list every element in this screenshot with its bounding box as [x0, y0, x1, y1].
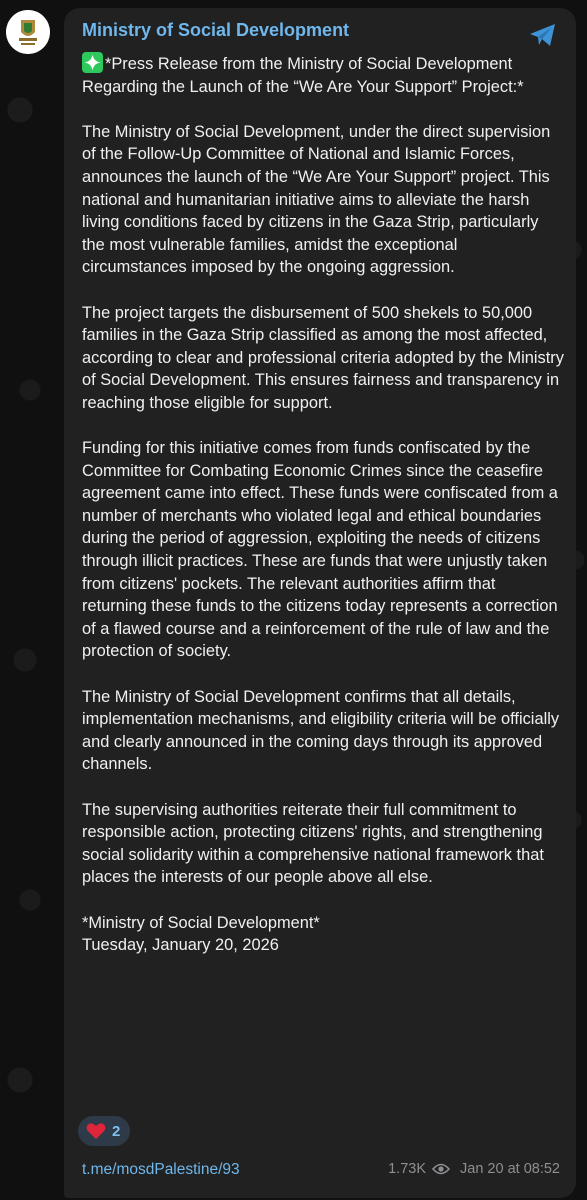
message-signature: *Ministry of Social Development* — [82, 913, 320, 932]
share-button[interactable] — [528, 22, 558, 48]
message-paragraph-1: The Ministry of Social Development, under the direct supervision of the Follow-Up Committee of National and Islamic Forces, announces the launch of the “We Are Your Support” project. This national and humanitarian initiative aims to alleviate the harsh living conditions faced by citizens in the Gaza Strip, particularly the most vulnerable families, amidst the exceptional circumstances imposed by the ongoing aggression. — [82, 122, 551, 277]
message-paragraph-2: The project targets the disbursement of 500 shekels to 50,000 families in the Gaza Strip classified as among the most affected, according to clear and professional criteria adopted by the Ministry of Social Development. This ensures fairness and transparency in reaching those eligible for support. — [82, 303, 564, 412]
sparkle-emoji-icon — [82, 52, 103, 73]
heading-text: *Press Release from the Ministry of Social Development Regarding the Launch of the “We Are Your Support” Project:* — [82, 55, 524, 96]
reaction-heart-button[interactable] — [78, 1116, 130, 1146]
message-meta — [388, 1161, 560, 1177]
message-bubble — [64, 8, 576, 1198]
reaction-count: 2 — [112, 1122, 121, 1140]
post-link[interactable]: t.me/mosdPalestine/93 — [82, 1161, 240, 1178]
message-paragraph-3: Funding for this initiative comes from funds confiscated by the Committee for Combating Economic Crimes since the ceasefire agreement came into effect. These funds were confiscated from a number of merchants who violated legal and ethical boundaries during the period of aggression, exploiting the needs of citizens through illicit practices. These are funds that were unjustly taken from citizens' pockets. The relevant authorities affirm that returning these funds to the citizens today represents a correction of a flawed course and a reinforcement of the rule of law and the protection of society. — [82, 439, 558, 661]
red-heart-icon — [86, 1122, 106, 1140]
ministry-logo-icon — [6, 10, 50, 54]
view-count: 1.73K — [388, 1161, 427, 1177]
telegram-share-icon — [528, 22, 558, 48]
message-date: Tuesday, January 20, 2026 — [82, 936, 279, 955]
eye-icon — [432, 1163, 450, 1175]
message-timestamp: Jan 20 at 08:52 — [460, 1161, 560, 1177]
message-paragraph-5: The supervising authorities reiterate their full commitment to responsible action, protecting citizens' rights, and strengthening social solidarity within a comprehensive national framework that places the interests of our people above all else. — [82, 800, 544, 887]
channel-name[interactable]: Ministry of Social Development — [82, 20, 350, 40]
message-heading — [82, 52, 564, 98]
message-text — [82, 52, 564, 957]
message-paragraph-4: The Ministry of Social Development confirms that all details, implementation mechanisms, and eligibility criteria will be officially and clearly announced in the coming days through its approved channels. — [82, 687, 560, 774]
channel-avatar[interactable] — [6, 10, 50, 54]
